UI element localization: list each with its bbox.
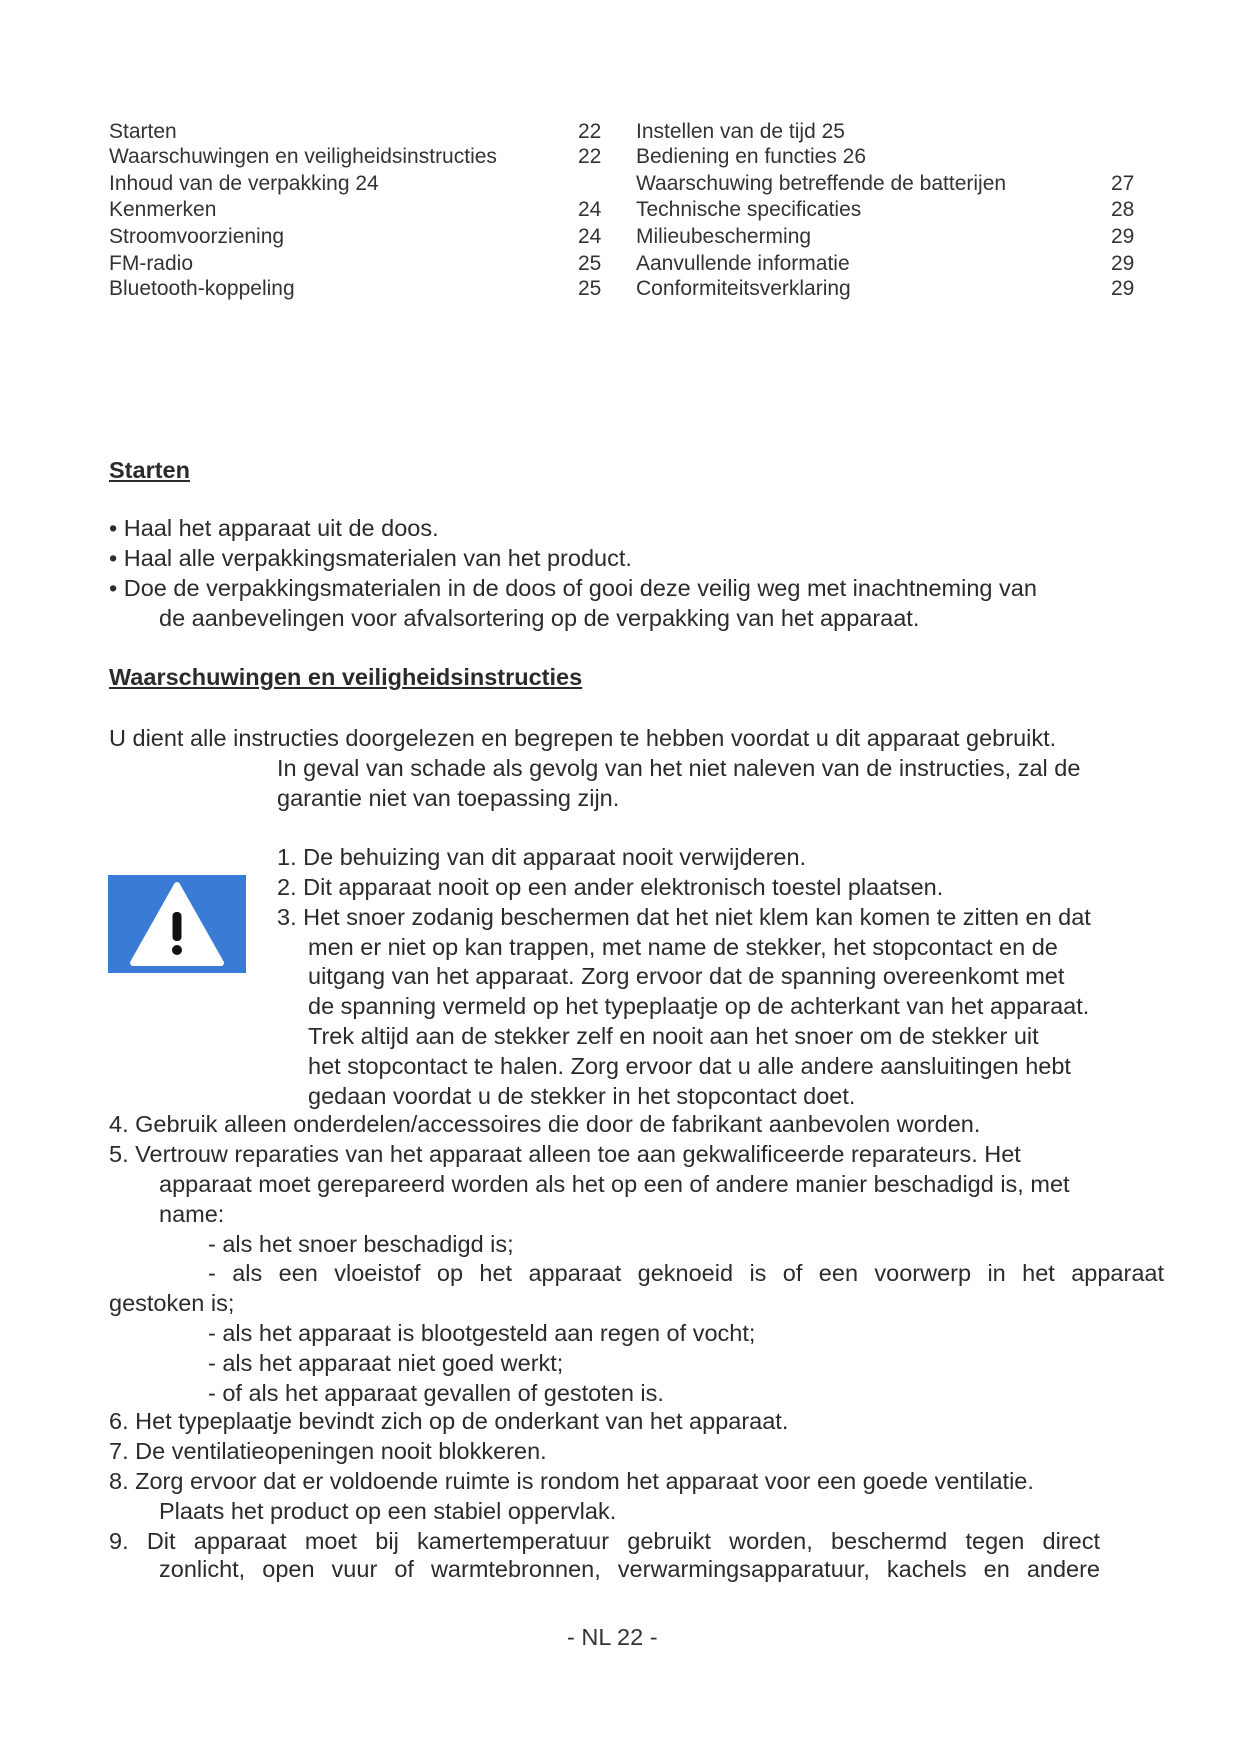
toc-entry-label: Aanvullende informatie bbox=[636, 252, 850, 275]
list-item-cont: name: bbox=[159, 1201, 225, 1227]
bullet-line: • Haal het apparaat uit de doos. bbox=[109, 515, 439, 541]
sub-item: - als een vloeistof op het apparaat geknoeid is of een voorwerp in het apparaat bbox=[208, 1260, 1164, 1286]
list-item-cont: apparaat moet gerepareerd worden als het op een of andere manier beschadigd is, met bbox=[159, 1171, 1070, 1197]
list-item-cont: uitgang van het apparaat. Zorg ervoor dat de spanning overeenkomt met bbox=[308, 963, 1065, 989]
list-item-cont: Trek altijd aan de stekker zelf en nooit aan het snoer om de stekker uit bbox=[308, 1023, 1039, 1049]
toc-entry-page: 24 bbox=[578, 225, 602, 248]
list-item-cont: de spanning vermeld op het typeplaatje op de achterkant van het apparaat. bbox=[308, 993, 1090, 1019]
list-item-cont: men er niet op kan trappen, met name de stekker, het stopcontact en de bbox=[308, 934, 1058, 960]
list-item: 8. Zorg ervoor dat er voldoende ruimte is rondom het apparaat voor een goede ventilatie. bbox=[109, 1468, 1034, 1494]
toc-entry-label: Kenmerken bbox=[109, 198, 217, 221]
toc-entry-label: Milieubescherming bbox=[636, 225, 812, 248]
toc-entry-label: Technische specificaties bbox=[636, 198, 862, 221]
toc-entry-page: 29 bbox=[1111, 277, 1135, 300]
list-item: 7. De ventilatieopeningen nooit blokkeren. bbox=[109, 1438, 547, 1464]
toc-entry-label: Waarschuwingen en veiligheidsinstructies bbox=[109, 145, 497, 168]
list-item: 2. Dit apparaat nooit op een ander elektronisch toestel plaatsen. bbox=[277, 874, 944, 900]
toc-entry-label: Instellen van de tijd 25 bbox=[636, 120, 845, 143]
warning-triangle-icon bbox=[108, 875, 246, 973]
toc-entry-label: Stroomvoorziening bbox=[109, 225, 285, 248]
list-item: 1. De behuizing van dit apparaat nooit verwijderen. bbox=[277, 844, 807, 870]
toc-entry-label: Bediening en functies 26 bbox=[636, 145, 867, 168]
paragraph-line: U dient alle instructies doorgelezen en begrepen te hebben voordat u dit apparaat gebruikt. bbox=[109, 725, 1057, 751]
list-item-cont: Plaats het product op een stabiel oppervlak. bbox=[159, 1498, 617, 1524]
toc-entry-page: 29 bbox=[1111, 225, 1135, 248]
paragraph-line: garantie niet van toepassing zijn. bbox=[277, 785, 620, 811]
page-number: - NL 22 - bbox=[567, 1624, 658, 1650]
toc-entry-page: 22 bbox=[578, 120, 602, 143]
sub-item: - of als het apparaat gevallen of gestoten is. bbox=[208, 1380, 664, 1406]
list-item: 4. Gebruik alleen onderdelen/accessoires die door de fabrikant aanbevolen worden. bbox=[109, 1111, 981, 1137]
toc-entry-label: Inhoud van de verpakking 24 bbox=[109, 172, 379, 195]
list-item: 9. Dit apparaat moet bij kamertemperatuur gebruikt worden, beschermd tegen direct bbox=[109, 1528, 1100, 1554]
paragraph-line: In geval van schade als gevolg van het niet naleven van de instructies, zal de bbox=[277, 755, 1081, 781]
toc-entry-page: 25 bbox=[578, 252, 602, 275]
list-item: 3. Het snoer zodanig beschermen dat het niet klem kan komen te zitten en dat bbox=[277, 904, 1091, 930]
bullet-line: • Doe de verpakkingsmaterialen in de doos of gooi deze veilig weg met inachtneming van bbox=[109, 575, 1037, 601]
toc-entry-page: 29 bbox=[1111, 252, 1135, 275]
toc-entry-page: 28 bbox=[1111, 198, 1135, 221]
bullet-line: • Haal alle verpakkingsmaterialen van het product. bbox=[109, 545, 632, 571]
toc-entry-page: 24 bbox=[578, 198, 602, 221]
toc-entry-label: Bluetooth-koppeling bbox=[109, 277, 295, 300]
toc-entry-page: 25 bbox=[578, 277, 602, 300]
toc-entry-label: FM-radio bbox=[109, 252, 194, 275]
list-item: 6. Het typeplaatje bevindt zich op de onderkant van het apparaat. bbox=[109, 1408, 789, 1434]
list-item-cont: gedaan voordat u de stekker in het stopcontact doet. bbox=[308, 1083, 856, 1109]
bullet-line: de aanbevelingen voor afvalsortering op de verpakking van het apparaat. bbox=[159, 605, 920, 631]
toc-entry-label: Waarschuwing betreffende de batterijen bbox=[636, 172, 1007, 195]
toc-entry-label: Conformiteitsverklaring bbox=[636, 277, 851, 300]
section-heading-safety: Waarschuwingen en veiligheidsinstructies bbox=[109, 664, 583, 690]
list-item: 5. Vertrouw reparaties van het apparaat alleen toe aan gekwalificeerde reparateurs. Het bbox=[109, 1141, 1021, 1167]
section-heading-starten: Starten bbox=[109, 457, 190, 483]
sub-item: - als het apparaat niet goed werkt; bbox=[208, 1350, 564, 1376]
sub-item-cont: gestoken is; bbox=[109, 1290, 235, 1316]
sub-item: - als het apparaat is blootgesteld aan regen of vocht; bbox=[208, 1320, 756, 1346]
list-item-cont: zonlicht, open vuur of warmtebronnen, verwarmingsapparatuur, kachels en andere bbox=[159, 1556, 1100, 1582]
toc-entry-label: Starten bbox=[109, 120, 177, 143]
toc-entry-page: 27 bbox=[1111, 172, 1135, 195]
toc-entry-page: 22 bbox=[578, 145, 602, 168]
sub-item: - als het snoer beschadigd is; bbox=[208, 1231, 514, 1257]
list-item-cont: het stopcontact te halen. Zorg ervoor dat u alle andere aansluitingen hebt bbox=[308, 1053, 1071, 1079]
